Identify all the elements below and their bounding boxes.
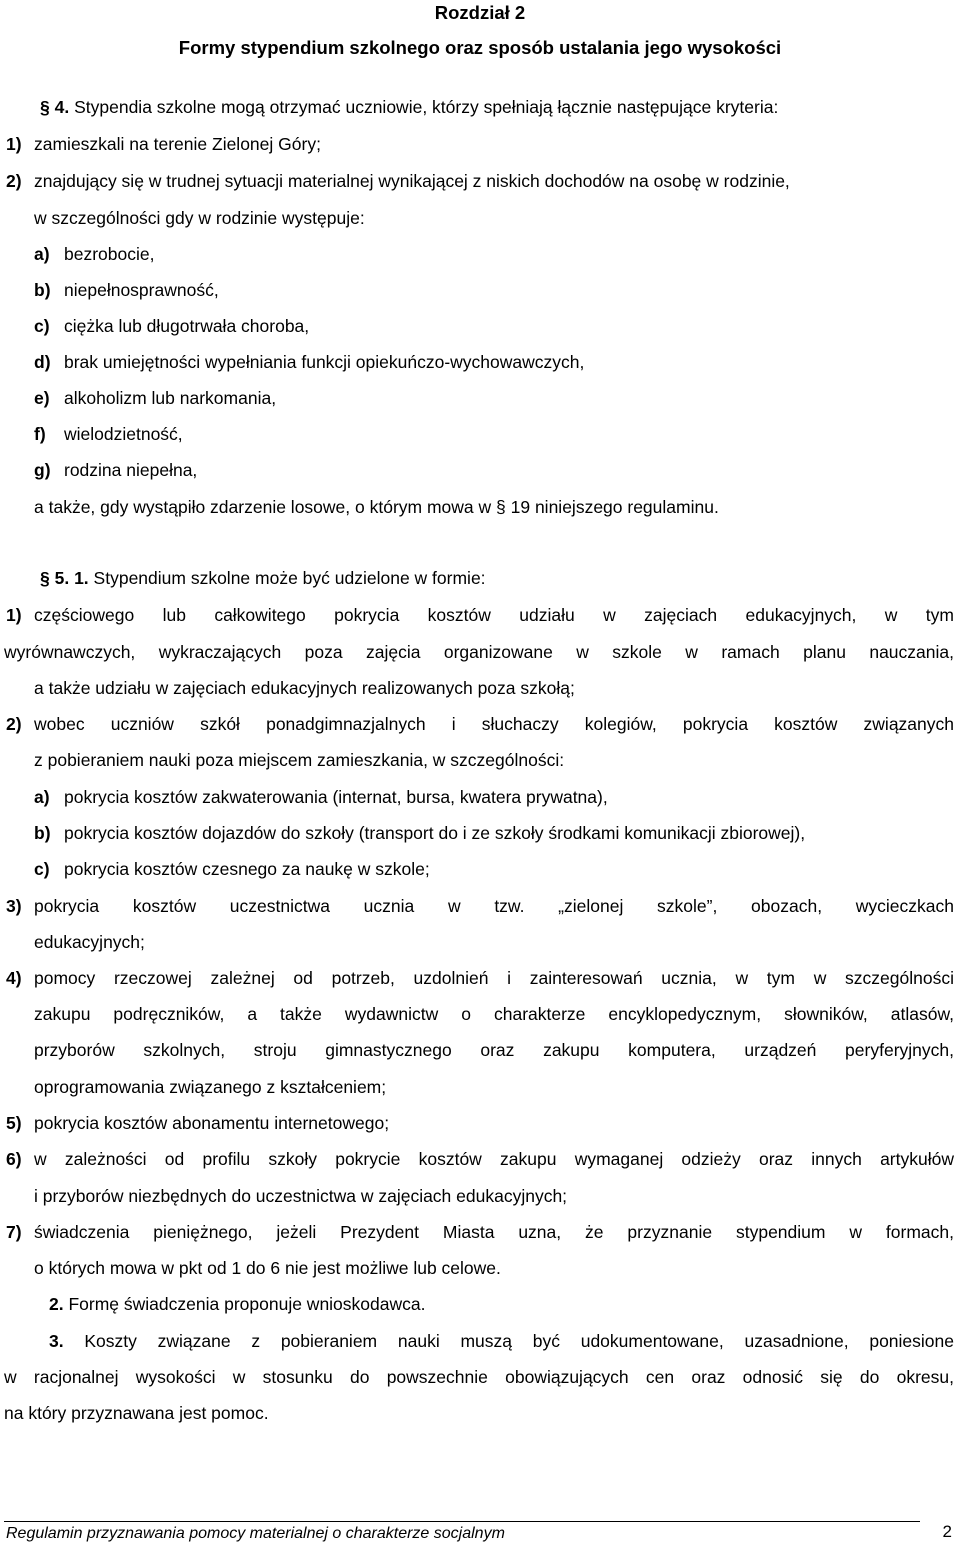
list-item: [0, 822, 960, 844]
list-item: [0, 786, 960, 808]
form-1: [0, 604, 960, 626]
item-label: c): [34, 316, 50, 336]
criterion-label: 1): [6, 134, 22, 154]
sec4-intro-line: [0, 96, 960, 118]
item-text: niepełnosprawność,: [64, 280, 219, 300]
form-5: [0, 1112, 960, 1134]
para-text: Formę świadczenia proponuje wnioskodawca.: [68, 1294, 426, 1314]
item-label: a): [34, 787, 50, 807]
form-text: pomocy rzeczowej zależnej od potrzeb, uzdolnień i zainteresowań ucznia, w tym w szczególności: [34, 968, 954, 988]
closing-ref: 19 niniejszego regulaminu.: [510, 497, 719, 517]
form-4: [0, 967, 960, 989]
item-text: pokrycia kosztów zakwaterowania (internat, bursa, kwatera prywatna),: [64, 787, 608, 807]
sec4-closing: [0, 496, 960, 518]
form-text: wobec uczniów szkół ponadgimnazjalnych i słuchaczy kolegiów, pokrycia kosztów związanych: [34, 714, 954, 734]
sec5-intro: Stypendium szkolne może być udzielone w formie:: [93, 568, 486, 588]
footer-divider: [4, 1521, 920, 1522]
form-text: świadczenia pieniężnego, jeżeli Prezydent Miasta uzna, że przyznanie stypendium w formach,: [34, 1222, 954, 1242]
form-7: [0, 1221, 960, 1243]
form-label: 3): [6, 896, 22, 916]
sec4-number: 4.: [54, 97, 70, 117]
criterion-2: [0, 170, 960, 192]
form-label: 4): [6, 968, 22, 988]
criterion-label: 2): [6, 171, 22, 191]
item-label: b): [34, 823, 51, 843]
form-label: 7): [6, 1222, 22, 1242]
form-2-cont: z pobieraniem nauki poza miejscem zamieszkania, w szczególności:: [34, 750, 565, 770]
item-text: brak umiejętności wypełniania funkcji opiekuńczo-wychowawczych,: [64, 352, 585, 372]
sec5-number: 5. 1.: [54, 568, 89, 588]
form-label: 5): [6, 1113, 22, 1133]
form-4-cont: przyborów szkolnych, stroju gimnastycznego oraz zakupu komputera, urządzeń peryferyjnych,: [34, 1040, 954, 1060]
form-1-cont: a także udziału w zajęciach edukacyjnych realizowanych poza szkołą;: [34, 678, 575, 698]
form-text: pokrycia kosztów abonamentu internetowego;: [34, 1113, 390, 1133]
item-label: b): [34, 280, 51, 300]
item-label: e): [34, 388, 50, 408]
item-text: rodzina niepełna,: [64, 460, 198, 480]
form-4-cont: oprogramowania związanego z kształceniem;: [34, 1077, 387, 1097]
sec5-para-2: [0, 1293, 960, 1315]
closing-text: a także, gdy wystąpiło zdarzenie losowe, o którym mowa w: [34, 497, 492, 517]
form-3: [0, 895, 960, 917]
form-label: 6): [6, 1149, 22, 1169]
sec5-para-3-cont: na który przyznawana jest pomoc.: [4, 1403, 269, 1423]
form-1-cont: wyrównawczych, wykraczających poza zajęcia organizowane w szkole w ramach planu nauczania,: [4, 642, 954, 662]
sec5-para-3-cont: w racjonalnej wysokości w stosunku do powszechnie obowiązujących cen oraz odnosić się do okresu,: [4, 1367, 954, 1387]
form-4-cont: zakupu podręczników, a także wydawnictw o charakterze encyklopedycznym, słowników, atlasów,: [34, 1004, 954, 1024]
item-label: c): [34, 859, 50, 879]
list-item: [0, 279, 960, 301]
form-6-cont: i przyborów niezbędnych do uczestnictwa w zajęciach edukacyjnych;: [34, 1186, 568, 1206]
item-text: bezrobocie,: [64, 244, 155, 264]
section-mark: §: [40, 97, 50, 117]
section-mark: §: [40, 568, 50, 588]
form-label: 1): [6, 605, 22, 625]
list-item: [0, 315, 960, 337]
list-item: [0, 387, 960, 409]
criterion-text: znajdujący się w trudnej sytuacji materialnej wynikającej z niskich dochodów na osobę w rodzinie,: [34, 171, 790, 191]
section-mark: §: [496, 497, 506, 517]
form-3-cont: edukacyjnych;: [34, 932, 145, 952]
page-number: 2: [942, 1522, 952, 1541]
form-text: w zależności od profilu szkoły pokrycie kosztów zakupu wymaganej odzieży oraz innych artykułów: [34, 1149, 954, 1169]
list-item: [0, 459, 960, 481]
sec4-intro: Stypendia szkolne mogą otrzymać uczniowie, którzy spełniają łącznie następujące kryteria:: [74, 97, 779, 117]
para-text: Koszty związane z pobieraniem nauki muszą być udokumentowane, uzasadnione, poniesione: [84, 1331, 954, 1351]
criterion-text: zamieszkali na terenie Zielonej Góry;: [34, 134, 321, 154]
item-text: pokrycia kosztów dojazdów do szkoły (transport do i ze szkoły środkami komunikacji zbiorowej),: [64, 823, 806, 843]
item-text: ciężka lub długotrwała choroba,: [64, 316, 310, 336]
criterion-2-cont: w szczególności gdy w rodzinie występuje:: [34, 208, 365, 228]
item-label: g): [34, 460, 51, 480]
list-item: [0, 423, 960, 445]
item-label: f): [34, 424, 46, 444]
sec5-para-3: [0, 1330, 960, 1352]
form-6: [0, 1148, 960, 1170]
chapter-heading: Rozdział 2: [434, 2, 526, 23]
item-label: d): [34, 352, 51, 372]
item-label: a): [34, 244, 50, 264]
form-2: [0, 713, 960, 735]
sec5-intro-line: [0, 567, 960, 589]
form-label: 2): [6, 714, 22, 734]
item-text: pokrycia kosztów czesnego za naukę w szkole;: [64, 859, 430, 879]
list-item: [0, 243, 960, 265]
form-text: częściowego lub całkowitego pokrycia kosztów udziału w zajęciach edukacyjnych, w tym: [34, 605, 954, 625]
list-item: [0, 351, 960, 373]
chapter-title: Formy stypendium szkolnego oraz sposób ustalania jego wysokości: [178, 37, 782, 58]
para-number: 2.: [49, 1294, 64, 1314]
para-number: 3.: [49, 1331, 64, 1351]
footer-text: Regulamin przyznawania pomocy materialnej o charakterze socjalnym: [6, 1525, 505, 1542]
form-7-cont: o których mowa w pkt od 1 do 6 nie jest możliwe lub celowe.: [34, 1258, 501, 1278]
item-text: alkoholizm lub narkomania,: [64, 388, 277, 408]
list-item: [0, 858, 960, 880]
form-text: pokrycia kosztów uczestnictwa ucznia w tzw. „zielonej szkole”, obozach, wycieczkach: [34, 896, 954, 916]
item-text: wielodzietność,: [64, 424, 183, 444]
criterion-1: [0, 133, 960, 155]
